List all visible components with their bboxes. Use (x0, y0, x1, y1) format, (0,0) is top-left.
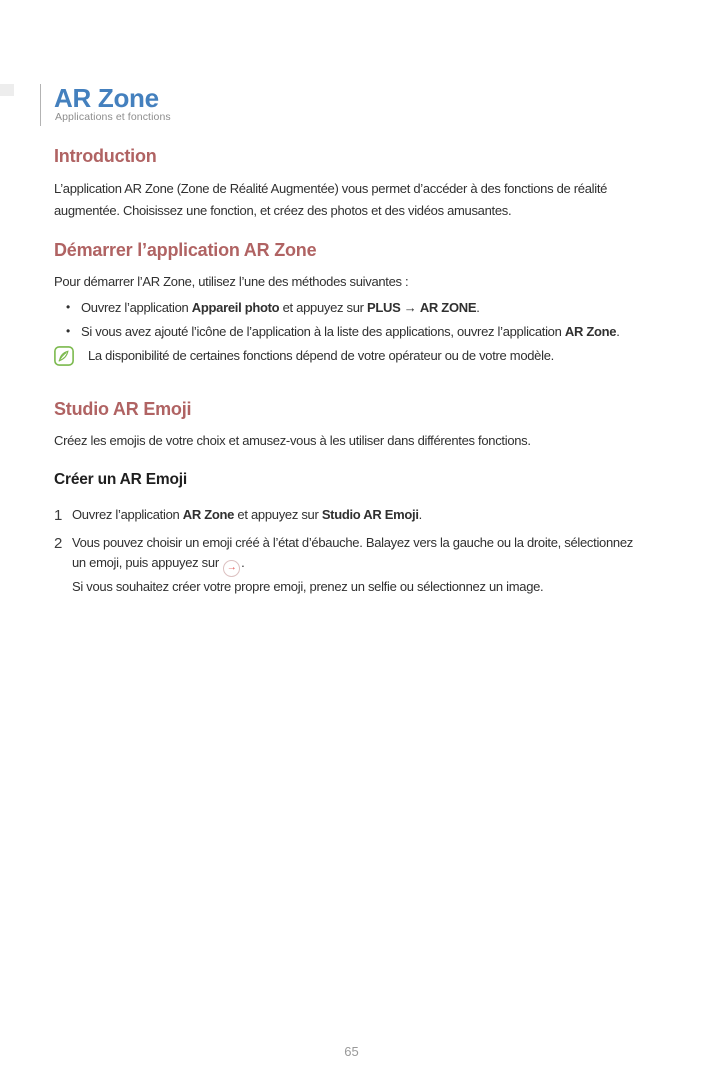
step-item (54, 533, 648, 598)
text-run-bold: AR Zone (182, 506, 235, 522)
next-arrow-circle-icon (223, 560, 240, 577)
text-run-bold: PLUS (367, 299, 401, 315)
section-heading-start: Démarrer l’application AR Zone (54, 240, 317, 260)
start-methods-list (54, 297, 648, 343)
step-number: 1 (54, 506, 63, 524)
text-run: Ouvrez l’application (72, 506, 183, 522)
step-item (54, 505, 648, 526)
text-run: Si vous avez ajouté l’icône de l’application à la liste des applications, ouvrez l’application (81, 324, 565, 339)
text-run: Vous pouvez choisir un emoji créé à l’état d’ébauche. Balayez vers la gauche ou la droite, sélectionnez un emoji, puis appuyez sur (72, 534, 633, 570)
arrow-text-run: → (400, 299, 420, 315)
manual-page (0, 84, 703, 1078)
create-emoji-steps (54, 505, 648, 598)
text-run-bold: AR Zone (564, 324, 617, 339)
note-callout (54, 345, 648, 367)
note-pen-icon (54, 346, 74, 366)
text-run: . (476, 299, 480, 315)
list-item (54, 321, 648, 343)
text-run: . (616, 324, 620, 339)
step-text (72, 533, 648, 598)
step-text (72, 505, 422, 526)
page-content (0, 84, 703, 597)
running-header-label: Applications et fonctions (55, 111, 171, 123)
studio-paragraph: Créez les emojis de votre choix et amusez-vous à les utiliser dans différentes fonctions. (54, 433, 531, 448)
arrow-glyph: → (226, 562, 237, 573)
corner-artifact (0, 84, 14, 96)
step-number: 2 (54, 534, 63, 552)
text-run-bold: Appareil photo (191, 299, 280, 315)
step-continuation-text: Si vous souhaitez créer votre propre emoji, prenez un selfie ou sélectionnez un image. (72, 578, 544, 594)
text-run: et appuyez sur (234, 506, 322, 522)
start-lead-paragraph: Pour démarrer l’AR Zone, utilisez l’une des méthodes suivantes : (54, 274, 409, 289)
bullet-text (81, 321, 620, 343)
bullet-text (81, 297, 480, 319)
text-run: . (418, 506, 422, 522)
text-run: . (241, 555, 245, 570)
section-introduction (54, 146, 648, 221)
text-run-bold: AR ZONE (419, 299, 477, 315)
bullet-icon: • (66, 299, 70, 314)
section-studio-ar-emoji (54, 399, 648, 597)
text-run: Ouvrez l’application (81, 299, 192, 315)
list-item (54, 297, 648, 319)
running-header (40, 84, 171, 126)
bullet-icon: • (66, 324, 70, 338)
section-heading-introduction: Introduction (54, 146, 157, 166)
note-text: La disponibilité de certaines fonctions dépend de votre opérateur ou de votre modèle. (88, 347, 554, 363)
text-run: et appuyez sur (279, 299, 367, 315)
section-heading-studio: Studio AR Emoji (54, 399, 192, 419)
page-number: 65 (344, 1044, 359, 1059)
subsection-heading-create-emoji: Créer un AR Emoji (54, 470, 187, 488)
section-start-ar-zone (54, 240, 648, 366)
page-title: AR Zone (54, 83, 159, 113)
intro-paragraph: L’application AR Zone (Zone de Réalité Augmentée) vous permet d’accéder à des fonctions de réalité augmentée. Choisissez une fonction, et créez des photos et des vidéos amusantes. (54, 181, 608, 218)
text-run-bold: Studio AR Emoji (321, 506, 419, 522)
